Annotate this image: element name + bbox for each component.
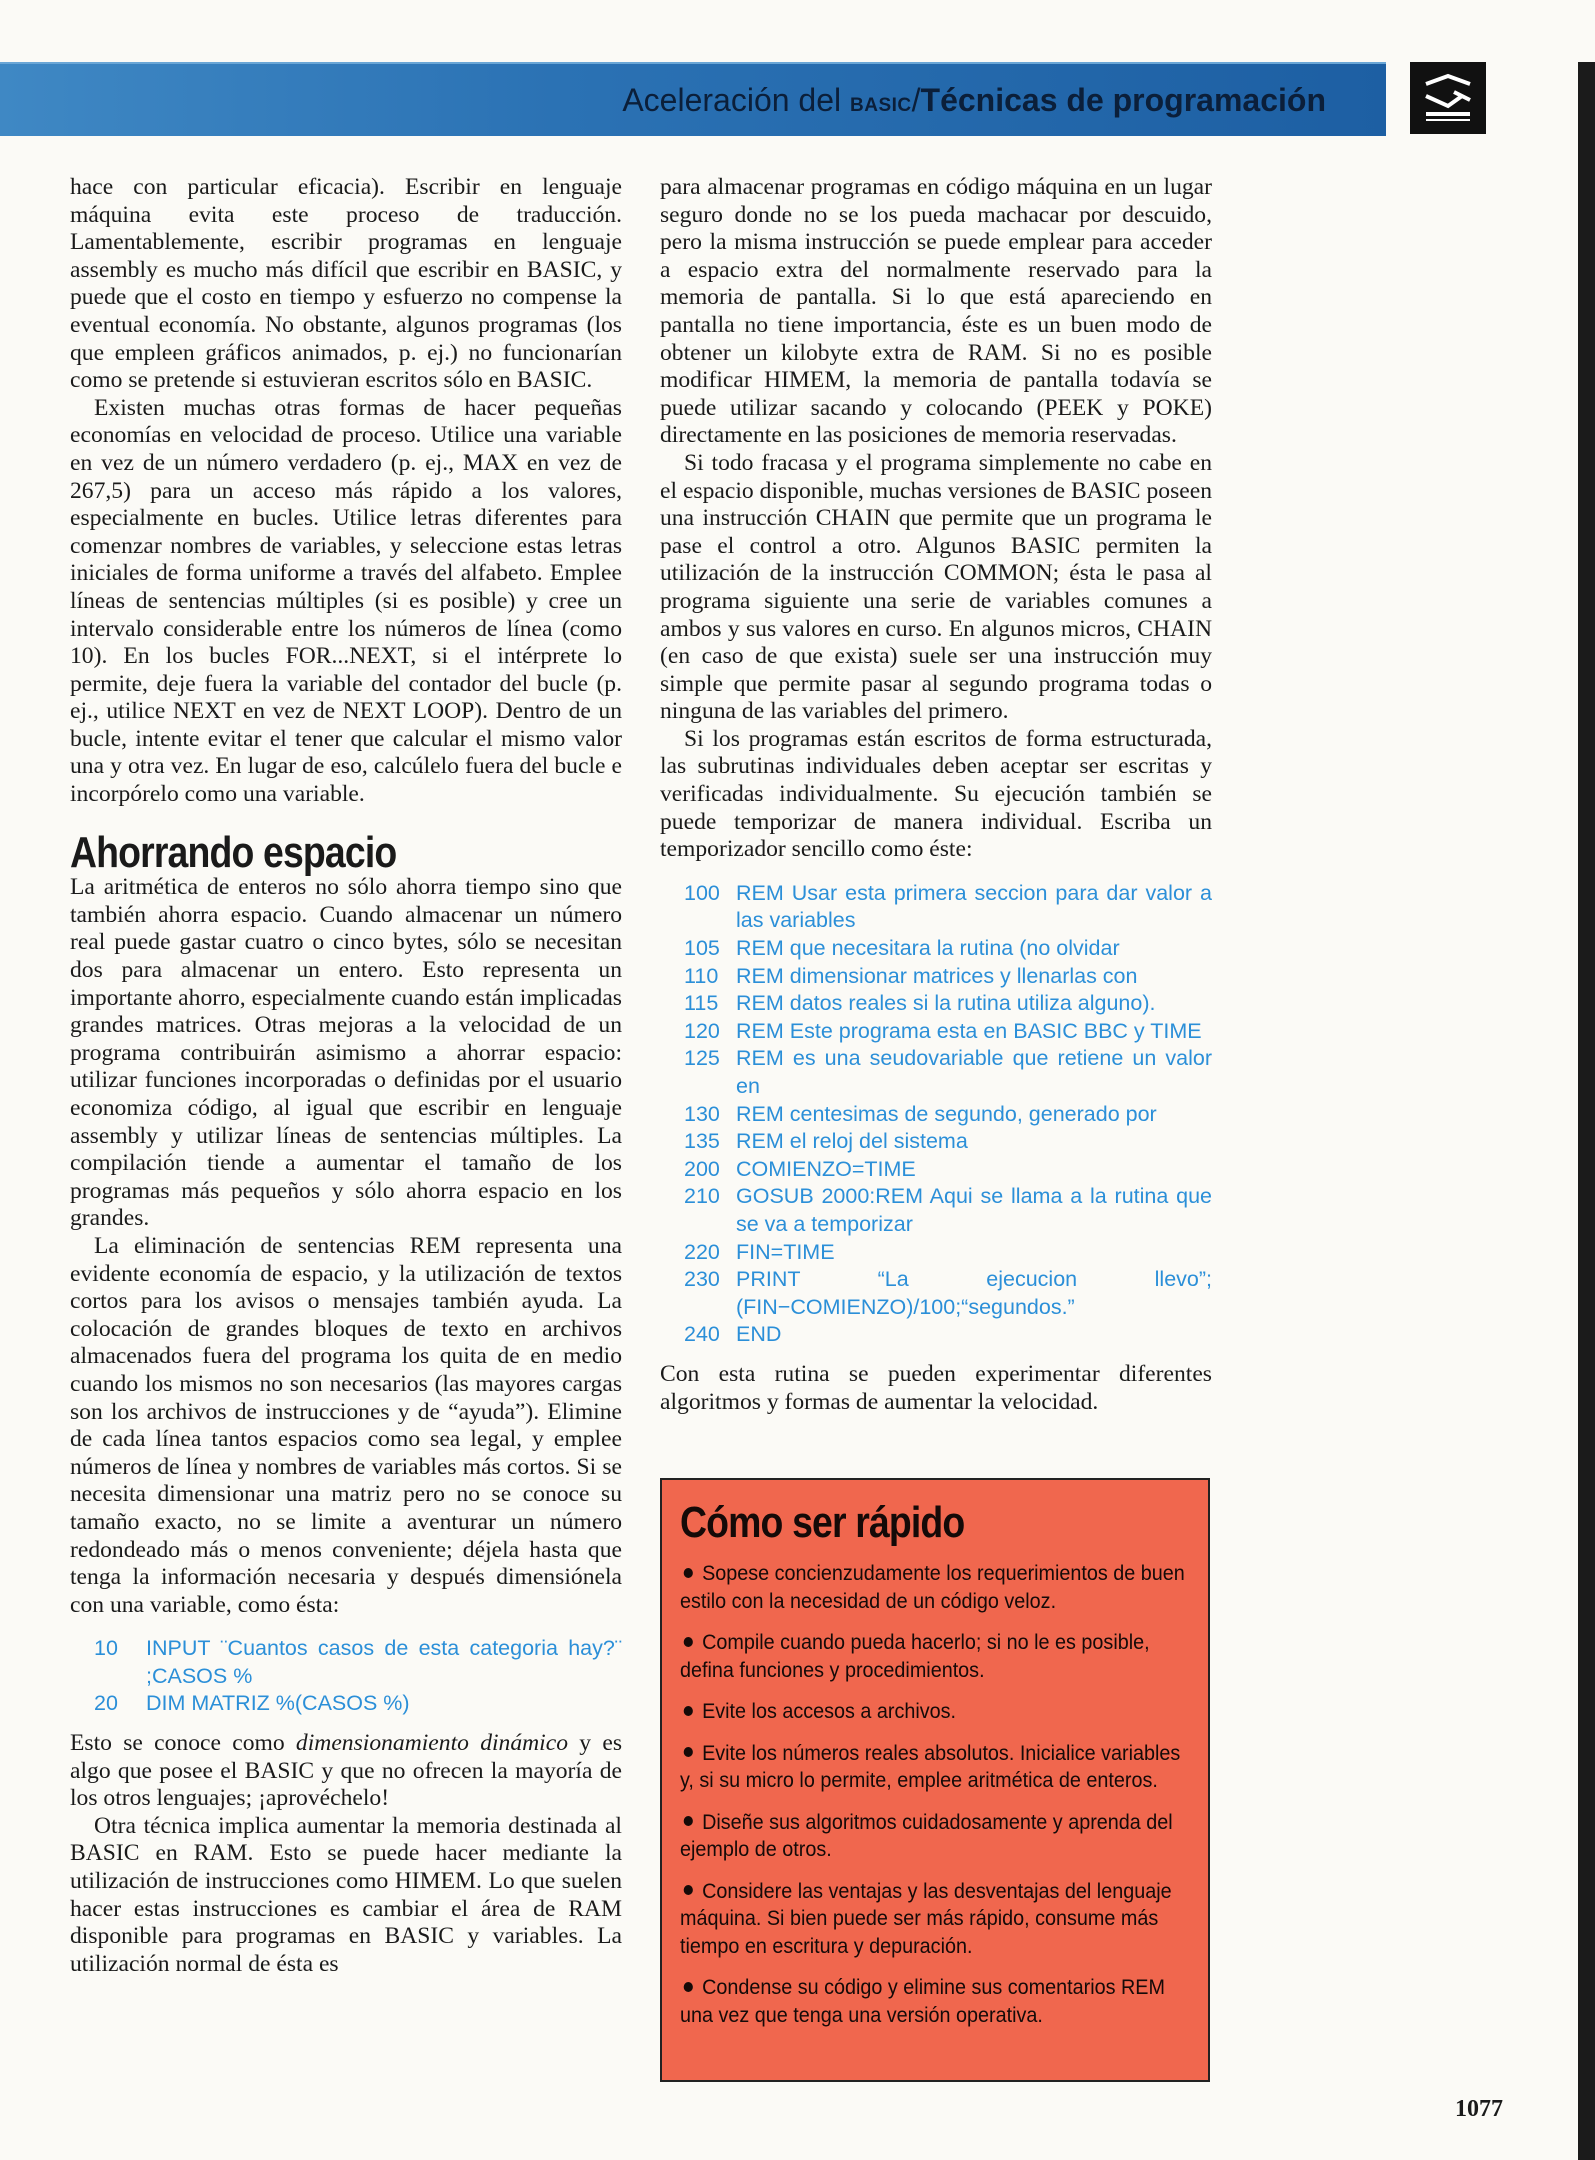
bullet-icon <box>684 1706 693 1716</box>
tips-title: Cómo ser rápido <box>680 1498 965 1547</box>
tip-text: Evite los números reales absolutos. Inicialice variables y, si su micro lo permite, emplee aritmética de enteros. <box>680 1740 1181 1792</box>
line-number: 230 <box>684 1267 720 1292</box>
bullet-icon <box>684 1816 693 1826</box>
wave-logo-icon <box>1418 70 1478 126</box>
code-line <box>684 1156 1212 1184</box>
tip-text: Compile cuando pueda hacerlo; si no le es posible, defina funciones y procedimientos. <box>680 1630 1150 1682</box>
code-text: REM Este programa esta en BASIC BBC y TIME <box>736 1018 1202 1043</box>
code-line <box>684 1045 1212 1100</box>
code-line <box>684 963 1212 991</box>
line-number: 135 <box>684 1129 720 1154</box>
line-number: 110 <box>684 963 719 988</box>
paragraph: para almacenar programas en código máquina en un lugar seguro donde no se los pueda machacar por descuido, pero la misma instrucción se puede emplear para acceder a espacio extra del normalmente reservado para la memoria de pantalla. Si lo que está apareciendo en pantalla no tiene importancia, éste es un buen modo de obtener un kilobyte extra de RAM. Si no es posible modificar HIMEM, la memoria de pantalla todavía se puede utilizar sacando y colocando (PEEK y POKE) directamente en las posiciones de memoria reservadas. <box>660 174 1212 449</box>
page-edge <box>1578 62 1595 2160</box>
code-text: REM dimensionar matrices y llenarlas con <box>736 963 1138 988</box>
code-text: REM centesimas de segundo, generado por <box>736 1101 1157 1126</box>
code-text: REM es una seudovariable que retiene un valor en <box>736 1046 1212 1098</box>
line-number: 10 <box>94 1636 118 1661</box>
code-listing-timer <box>684 880 1212 1349</box>
code-line <box>684 935 1212 963</box>
code-line <box>684 1101 1212 1129</box>
paragraph <box>70 1730 622 1813</box>
tip-text: Condense su código y elimine sus comentarios REM una vez que tenga una versión operativa. <box>680 1975 1165 2027</box>
paragraph: Si los programas están escritos de forma estructurada, las subrutinas individuales deben aceptar ser escritas y verificadas individualmente. Su ejecución también se puede temporizar de manera individual. Escriba un temporizador sencillo como éste: <box>660 725 1212 863</box>
column-left <box>70 174 622 1978</box>
code-line <box>684 990 1212 1018</box>
tip-item <box>680 1629 1195 1684</box>
code-line <box>684 1128 1212 1156</box>
line-number: 240 <box>684 1322 720 1347</box>
page-number: 1077 <box>1455 2096 1503 2122</box>
code-line <box>684 1239 1212 1267</box>
bullet-icon <box>684 1885 693 1895</box>
code-text: PRINT “La ejecucion llevo”;(FIN−COMIENZO)/100;“segundos.” <box>736 1267 1212 1319</box>
line-number: 200 <box>684 1156 720 1181</box>
line-number: 120 <box>684 1018 720 1043</box>
line-number: 125 <box>684 1046 720 1071</box>
tip-item <box>680 1698 1195 1726</box>
code-line <box>94 1635 622 1690</box>
tip-item <box>680 1974 1195 2029</box>
code-listing-dim <box>94 1635 622 1718</box>
header-part4: Técnicas de programación <box>920 82 1326 118</box>
code-line <box>684 1183 1212 1238</box>
header-part1: Aceleración del <box>622 82 851 118</box>
tip-item <box>680 1740 1195 1795</box>
code-text: FIN=TIME <box>736 1239 835 1264</box>
line-number: 220 <box>684 1239 720 1264</box>
tip-item <box>680 1878 1195 1961</box>
line-number: 20 <box>94 1691 118 1716</box>
code-text: GOSUB 2000:REM Aqui se llama a la rutina que se va a temporizar <box>736 1184 1212 1236</box>
text-run: y es algo que posee el BASIC y que no ofrecen la mayoría de los otros lenguajes; ¡aprovéchelo! <box>70 1730 623 1812</box>
code-text: REM Usar esta primera seccion para dar valor a las variables <box>736 880 1212 933</box>
code-text: REM el reloj del sistema <box>736 1129 968 1154</box>
tip-item <box>680 1560 1195 1615</box>
bullet-icon <box>684 1637 693 1647</box>
code-line <box>94 1690 622 1718</box>
code-text: REM que necesitara la rutina (no olvidar <box>736 936 1120 961</box>
paragraph: Existen muchas otras formas de hacer pequeñas economías en velocidad de proceso. Utilice una variable en vez de un número verdadero (p. ej., MAX en vez de 267,5) para un acceso más rápido a los valores, especialmente en bucles. Utilice letras diferentes para comenzar nombres de variables, y seleccione estas letras iniciales de forma uniforme a través del alfabeto. Emplee líneas de sentencias múltiples (si es posible) y cree un intervalo considerable entre los números de línea (como 10). En los bucles FOR...NEXT, si el intérprete lo permite, deje fuera la variable del contador del bucle (p. ej., utilice NEXT en vez de NEXT LOOP). Dentro de un bucle, intente evitar el tener que calcular el mismo valor una y otra vez. En lugar de eso, calcúlelo fuera del bucle e incorpórelo como una variable. <box>70 394 622 808</box>
code-text: COMIENZO=TIME <box>736 1156 916 1181</box>
header-part2: BASIC <box>850 95 912 116</box>
line-number: 115 <box>684 991 719 1016</box>
line-number: 210 <box>684 1184 720 1209</box>
tips-box <box>660 1478 1210 2082</box>
tip-item <box>680 1809 1195 1864</box>
bullet-icon <box>684 1568 693 1578</box>
tip-text: Diseñe sus algoritmos cuidadosamente y aprenda del ejemplo de otros. <box>680 1809 1173 1861</box>
paragraph: Si todo fracasa y el programa simplemente no cabe en el espacio disponible, muchas versiones de BASIC poseen una instrucción CHAIN que permite que un programa le pase el control a otro. Algunos BASIC permiten la utilización de la instrucción COMMON; ésta le pasa al programa siguiente una serie de variables comunes a ambos y sus valores en curso. En algunos micros, CHAIN (en caso de que exista) suele ser una instrucción muy simple que permite pasar al segundo programa todas o ninguna de las variables del primero. <box>660 449 1212 725</box>
column-right <box>660 174 1212 1416</box>
paragraph: La aritmética de enteros no sólo ahorra tiempo sino que también ahorra espacio. Cuando almacenar un número real puede gastar cuatro o cinco bytes, sólo se necesitan dos para almacenar un entero. Esto representa un importante ahorro, especialmente cuando están implicadas grandes matrices. Otras mejoras a la velocidad de un programa contribuirán asimismo a ahorrar espacio: utilizar funciones incorporadas o definidas por el usuario economiza código, al igual que escribir en lenguaje assembly y utilizar líneas de sentencias múltiples. La compilación tiende a aumentar el tamaño de los programas más pequeños y sólo ahorra espacio en los grandes. <box>70 874 622 1232</box>
paragraph: Otra técnica implica aumentar la memoria destinada al BASIC en RAM. Esto se puede hacer mediante la utilización de instrucciones como HIMEM. Lo que suelen hacer estas instrucciones es cambiar el área de RAM disponible para programas en BASIC y variables. La utilización normal de ésta es <box>70 1812 622 1977</box>
section-heading: Ahorrando espacio <box>70 827 397 877</box>
header-part3: / <box>911 82 921 118</box>
paragraph: hace con particular eficacia). Escribir en lenguaje máquina evita este proceso de traducción. Lamentablemente, escribir programas en lenguaje assembly es mucho más difícil que escribir en BASIC, y puede que el costo en tiempo y esfuerzo no compense la eventual economía. No obstante, algunos programas (los que empleen gráficos animados, p. ej.) no funcionarían como se pretende si estuvieran escritos sólo en BASIC. <box>70 174 622 394</box>
code-line <box>684 1018 1212 1046</box>
tip-text: Sopese concienzudamente los requerimientos de buen estilo con la necesidad de un código veloz. <box>680 1561 1185 1613</box>
bullet-icon <box>684 1982 693 1992</box>
paragraph: Con esta rutina se pueden experimentar diferentes algoritmos y formas de aumentar la velocidad. <box>660 1360 1212 1415</box>
emphasis: dimensionamiento dinámico <box>295 1730 569 1757</box>
code-line <box>684 1266 1212 1321</box>
header-banner <box>0 62 1386 136</box>
code-text: INPUT ¨Cuantos casos de esta categoria hay?¨ ;CASOS % <box>146 1636 622 1688</box>
bullet-icon <box>684 1747 693 1757</box>
line-number: 105 <box>684 936 720 961</box>
running-header <box>622 82 1326 119</box>
section-logo <box>1410 62 1486 134</box>
tip-text: Considere las ventajas y las desventajas del lenguaje máquina. Si bien puede ser más rápido, consume más tiempo en escritura y depuración. <box>680 1878 1172 1958</box>
code-line <box>684 880 1212 935</box>
tip-text: Evite los accesos a archivos. <box>702 1699 957 1723</box>
code-text: DIM MATRIZ %(CASOS %) <box>146 1691 410 1716</box>
code-line <box>684 1321 1212 1349</box>
code-text: END <box>736 1322 782 1347</box>
line-number: 130 <box>684 1101 720 1126</box>
line-number: 100 <box>684 880 720 905</box>
code-text: REM datos reales si la rutina utiliza alguno). <box>736 991 1156 1016</box>
text-run: Esto se conoce como <box>70 1730 296 1757</box>
paragraph: La eliminación de sentencias REM representa una evidente economía de espacio, y la utilización de textos cortos para los avisos o mensajes también ayuda. La colocación de grandes bloques de texto en archivos almacenados fuera del programa los quita de en medio cuando los mismos no son necesarios (las mayores cargas son los archivos de instrucciones y de “ayuda”). Elimine de cada línea tantos espacios como sea legal, y emplee números de línea y nombres de variables más cortos. Si se necesita dimensionar una matriz pero no se conoce su tamaño exacto, no se limite a aventurar un número redondeado más o menos conveniente; déjela hasta que tenga la información necesaria y después dimensiónela con una variable, como ésta: <box>70 1232 622 1618</box>
